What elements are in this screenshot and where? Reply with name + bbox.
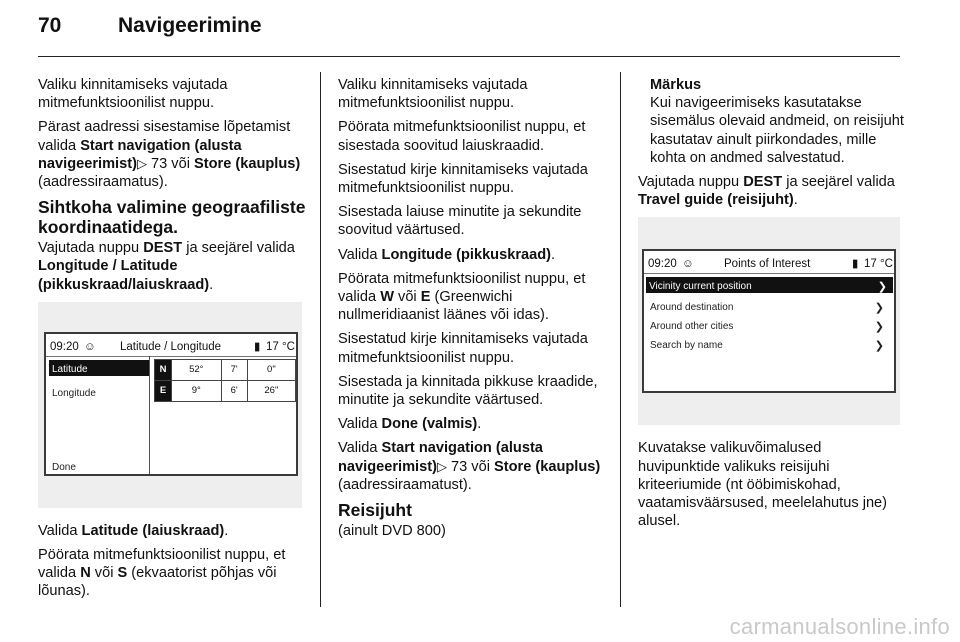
- screen-top-bar: [644, 251, 894, 274]
- menu-item-latitude[interactable]: Latitude: [49, 360, 150, 376]
- table-row: [155, 380, 296, 401]
- note-box: [638, 76, 904, 167]
- column-divider-1: [320, 72, 321, 607]
- screen-divider: [149, 356, 150, 476]
- seconds-cell[interactable]: 0": [247, 359, 295, 380]
- paragraph: Valida Done (valmis).: [338, 416, 482, 433]
- paragraph: Valida Latitude (laiuskraad).: [38, 522, 229, 539]
- navigation-icon: ☺: [84, 340, 96, 353]
- menu-item-label: Vicinity current position: [649, 281, 752, 293]
- direction-cell[interactable]: E: [155, 380, 172, 401]
- menu-item-label: Around other cities: [650, 321, 734, 333]
- screen-title: Latitude / Longitude: [120, 340, 222, 353]
- column-1: [38, 76, 306, 607]
- seconds-cell[interactable]: 26": [247, 380, 295, 401]
- navigation-icon: ☺: [682, 258, 694, 271]
- screen-title: Points of Interest: [724, 258, 811, 271]
- watermark: carmanualsonline.info: [729, 614, 950, 639]
- temperature: 17 °C: [864, 258, 893, 271]
- minutes-cell[interactable]: 6': [221, 380, 247, 401]
- degrees-cell[interactable]: 9°: [172, 380, 222, 401]
- screenshot-latitude-longitude: [38, 302, 302, 508]
- display-screen: [44, 332, 298, 476]
- menu-item-longitude[interactable]: Longitude: [52, 387, 96, 399]
- paragraph: Valida Longitude (pikkuskraad).: [338, 246, 556, 263]
- paragraph: Sisestatud kirje kinnitamiseks vajutada mitmefunktsioonilist nuppu.: [338, 161, 588, 197]
- section-heading: Reisijuht: [338, 500, 412, 521]
- page-ref-arrow-icon: ▷: [136, 155, 147, 171]
- thermometer-icon: ▮: [254, 340, 261, 353]
- paragraph: Sisestada ja kinnitada pikkuse kraadide, minutite ja sekundite väärtused.: [338, 373, 598, 409]
- minutes-cell[interactable]: 7': [221, 359, 247, 380]
- screenshot-points-of-interest: [638, 217, 900, 425]
- chevron-right-icon: ❯: [874, 321, 884, 334]
- paragraph: Kuvatakse valikuvõimalused huvipunktide valikuks reisijuhi kriteeriumide (nt ööbimiskohad, vaatamisväärsused, meelelahutus jne) alusel.: [638, 440, 888, 530]
- thermometer-icon: ▮: [852, 258, 859, 271]
- paragraph: Valida Start navigation (alusta navigeerimist)▷ 73 või Store (kauplus) (aadressiraamatust).: [338, 440, 601, 493]
- page-ref-arrow-icon: ▷: [436, 458, 447, 474]
- menu-item-around-destination[interactable]: [650, 299, 890, 317]
- degrees-cell[interactable]: 52°: [172, 359, 222, 380]
- section-heading: Sihtkoha valimine geograafiliste koordinaatidega.: [38, 197, 306, 238]
- chevron-right-icon: ❯: [874, 340, 884, 353]
- paragraph: Vajutada nuppu DEST ja seejärel valida Travel guide (reisijuht).: [638, 174, 895, 209]
- direction-cell[interactable]: N: [155, 359, 172, 380]
- coordinate-grid: [154, 359, 296, 402]
- paragraph: Pärast aadressi sisestamise lõpetamist valida Start navigation (alusta navigeerimist)▷ 73 või Store (kauplus) (aadressiraamatus).: [38, 119, 301, 191]
- paragraph: Valiku kinnitamiseks vajutada mitmefunktsioonilist nuppu.: [38, 77, 228, 112]
- page-header: [38, 14, 262, 38]
- page-number: 70: [38, 14, 62, 37]
- chevron-right-icon: ❯: [877, 281, 887, 294]
- chevron-right-icon: ❯: [874, 302, 884, 315]
- menu-item-done[interactable]: Done: [52, 461, 76, 473]
- note-body: Kui navigeerimiseks kasutatakse sisemälus olevaid andmeid, on reisijuht kasutatav ainult piirkondades, mille kohta on andmed salvestatud.: [650, 95, 904, 166]
- chapter-title: Navigeerimine: [118, 14, 262, 37]
- temperature: 17 °C: [266, 340, 295, 353]
- paragraph: Pöörata mitmefunktsioonilist nuppu, et valida N või S (ekvaatorist põhjas või lõunas).: [38, 547, 286, 600]
- paragraph: Valiku kinnitamiseks vajutada mitmefunktsioonilist nuppu.: [338, 77, 528, 112]
- display-screen: [642, 249, 896, 393]
- note-title: Märkus: [650, 77, 702, 93]
- paragraph: Sisestatud kirje kinnitamiseks vajutada mitmefunktsioonilist nuppu.: [338, 331, 588, 366]
- paragraph: Pöörata mitmefunktsioonilist nuppu, et sisestada soovitud laiuskraadid.: [338, 119, 586, 154]
- clock: 09:20: [50, 340, 79, 353]
- paragraph: Pöörata mitmefunktsioonilist nuppu, et valida W või E (Greenwichi nullmeridiaanist läänes või idas).: [338, 270, 586, 324]
- screen-top-bar: [46, 334, 296, 357]
- column-2: [338, 76, 608, 546]
- paragraph: Vajutada nuppu DEST ja seejärel valida Longitude / Latitude (pikkuskraad/laiuskraad).: [38, 240, 295, 293]
- column-divider-2: [620, 72, 621, 607]
- menu-item-label: Search by name: [650, 340, 723, 352]
- paragraph: (ainult DVD 800): [338, 523, 446, 540]
- menu-item-around-other-cities[interactable]: [650, 318, 890, 336]
- column-3: [638, 76, 904, 536]
- menu-item-vicinity[interactable]: [646, 277, 893, 293]
- table-row: [155, 359, 296, 380]
- menu-item-search-by-name[interactable]: [650, 337, 890, 355]
- clock: 09:20: [648, 258, 677, 271]
- menu-item-label: Around destination: [650, 302, 734, 314]
- paragraph: Sisestada laiuse minutite ja sekundite soovitud väärtused.: [338, 204, 582, 239]
- header-rule: [38, 56, 900, 57]
